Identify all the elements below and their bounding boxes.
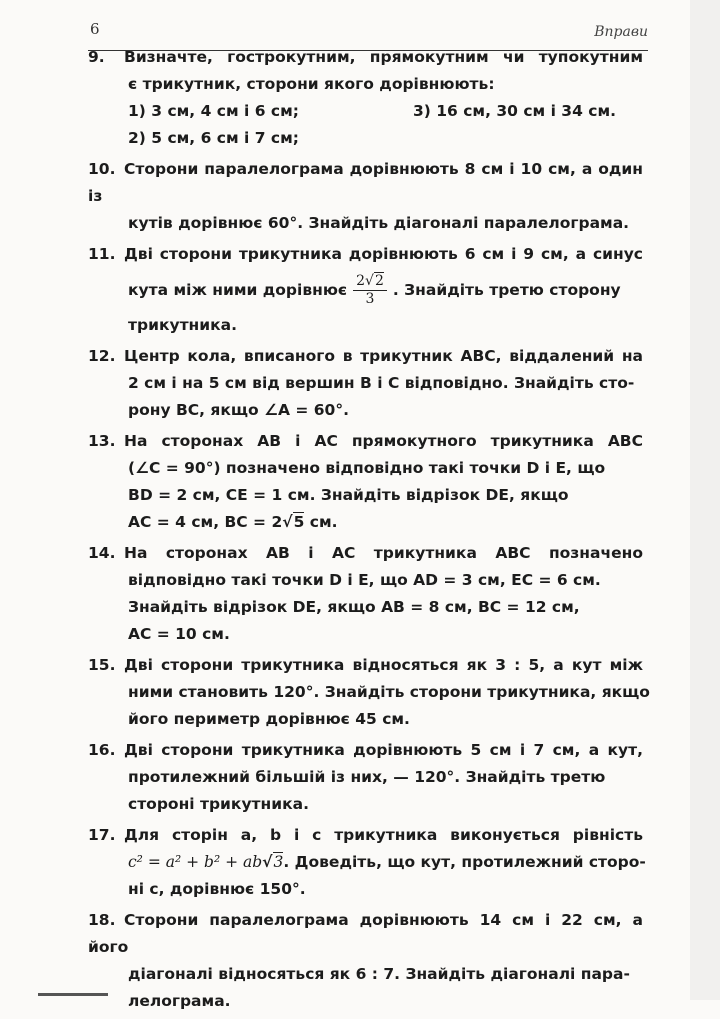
exercise-15 (88, 652, 650, 733)
fraction: $\frac{2√2}{3}$ (353, 273, 387, 308)
exercise-text: Визначте, гострокутним, прямокутним чи тупокутним (124, 48, 643, 66)
radicand: 5 (293, 513, 305, 531)
exercise-text: рону BC, якщо ∠A = 60°. (128, 401, 349, 419)
exercise-10 (88, 156, 643, 237)
exercise-text: ні c, дорівнює 150°. (128, 880, 306, 898)
exercise-text: Дві сторони трикутника відносяться як 3 : 5, а кут між (124, 656, 643, 674)
exercise-text: Дві сторони трикутника дорівнюють 5 см і 7 см, а кут, (124, 741, 643, 759)
exercise-text: Для сторін a, b і c трикутника виконується рівність (124, 826, 643, 844)
exercise-number: 15. (88, 656, 116, 674)
exercise-text: Центр кола, вписаного в трикутник ABC, віддалений на (124, 347, 643, 365)
radicand: 3 (273, 853, 284, 871)
exercise-text: лелограма. (128, 992, 231, 1010)
section-title: Вправи (594, 24, 648, 40)
page-number: 6 (90, 20, 100, 38)
exercise-text: (∠C = 90°) позначено відповідно такі точки D і E, що (128, 459, 606, 477)
exercise-9 (88, 44, 643, 152)
exercise-text: кута між ними дорівнює (128, 281, 348, 299)
option-2: 2) 5 см, 6 см і 7 см; (128, 129, 299, 147)
exercise-18 (88, 907, 643, 1015)
exercise-11 (88, 241, 643, 339)
options-row (88, 125, 643, 152)
exercise-text: Сторони паралелограма дорівнюють 14 см і 22 см, а його (88, 911, 643, 956)
options-row (88, 98, 643, 125)
option-1: 1) 3 см, 4 см і 6 см; (128, 102, 299, 120)
exercise-text: є трикутник, сторони якого дорівнюють: (128, 75, 495, 93)
exercise-number: 11. (88, 245, 116, 263)
exercise-text: На сторонах AB і AC трикутника ABC позначено (124, 544, 643, 562)
exercise-text: Сторони паралелограма дорівнюють 8 см і 10 см, а один із (88, 160, 643, 205)
exercise-number: 9. (88, 48, 105, 66)
exercise-text: см. (304, 513, 338, 531)
exercise-text: діагоналі відносяться як 6 : 7. Знайдіть діагоналі пара- (128, 965, 630, 983)
exercise-number: 12. (88, 347, 116, 365)
exercise-text: AC = 4 см, BC = 2 (128, 513, 283, 531)
exercise-text: На сторонах AB і AC прямокутного трикутника ABC (124, 432, 643, 450)
exercise-number: 16. (88, 741, 116, 759)
exercise-number: 18. (88, 911, 116, 929)
exercise-17: 17. Для сторін a, b і c трикутника виконується рівність c² = a² + b² + ab√3. Доведіть, що кут, протилежний сторо- ні c, дорівнює 150°. (88, 822, 643, 903)
exercise-16 (88, 737, 643, 818)
exercise-text: протилежний більшій із них, — 120°. Знайдіть третю (128, 768, 606, 786)
formula: c² = a² + b² + ab (128, 853, 263, 871)
exercise-text: AC = 10 см. (128, 625, 230, 643)
option-3: 3) 16 см, 30 см і 34 см. (413, 102, 617, 120)
exercise-text: Дві сторони трикутника дорівнюють 6 см і 9 см, а синус (124, 245, 643, 263)
exercise-text: трикутника. (128, 316, 237, 334)
exercise-12 (88, 343, 643, 424)
exercise-number: 13. (88, 432, 116, 450)
exercise-text: 2 см і на 5 см від вершин B і C відповідно. Знайдіть сто- (128, 374, 635, 392)
exercise-text: ними становить 120°. Знайдіть сторони трикутника, якщо (128, 683, 650, 701)
exercise-text: його периметр дорівнює 45 см. (128, 710, 410, 728)
page-edge (690, 0, 720, 1000)
exercise-text: . Доведіть, що кут, протилежний сторо- (283, 853, 646, 871)
exercise-text: Знайдіть відрізок DE, якщо AB = 8 см, BC = 12 см, (128, 598, 580, 616)
exercise-text: кутів дорівнює 60°. Знайдіть діагоналі паралелограма. (128, 214, 630, 232)
page-edge-mark (38, 993, 108, 996)
exercise-text: стороні трикутника. (128, 795, 309, 813)
exercise-text: . Знайдіть третю сторону (392, 281, 621, 299)
exercise-number: 17. (88, 826, 116, 844)
exercise-number: 14. (88, 544, 116, 562)
exercise-13: 13. На сторонах AB і AC прямокутного трикутника ABC (∠C = 90°) позначено відповідно такі точки D і E, що BD = 2 см, CE = 1 см. Знайдіть відрізок DE, якщо AC = 4 см, BC = 2√5 см. (88, 428, 643, 536)
exercise-number: 10. (88, 160, 116, 178)
exercise-list (88, 44, 650, 1019)
exercise-text: BD = 2 см, CE = 1 см. Знайдіть відрізок DE, якщо (128, 486, 569, 504)
exercise-14 (88, 540, 643, 648)
exercise-text: відповідно такі точки D і E, що AD = 3 см, EC = 6 см. (128, 571, 601, 589)
